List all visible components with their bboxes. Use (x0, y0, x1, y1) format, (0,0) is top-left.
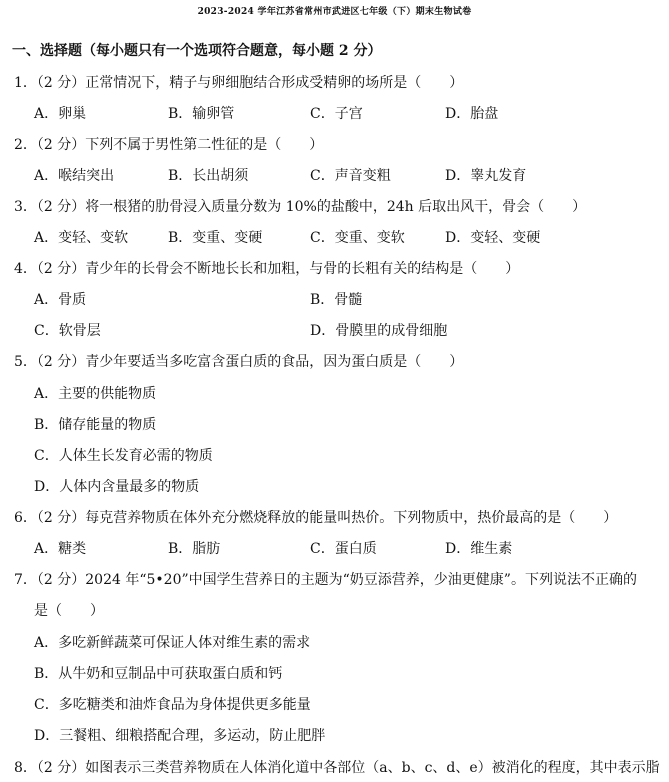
question-6-stem: 6．（2 分）每克营养物质在体外充分燃烧释放的能量叫热价。下列物质中，热价最高的是（ ） (14, 510, 618, 526)
question-7-stem: 7．（2 分）2024 年“5•20”中国学生营养日的主题为“奶豆添营养，少油更健康”。下列说法不正确的 (14, 572, 637, 588)
question-2-stem: 2．（2 分）下列不属于男性第二性征的是（ ） (14, 137, 324, 153)
question-7-stem-continued: 是（ ） (34, 603, 104, 619)
question-3-option-b: B．变重、变硬 (168, 230, 263, 246)
question-5-stem: 5．（2 分）青少年要适当多吃富含蛋白质的食品，因为蛋白质是（ ） (14, 354, 464, 370)
question-5-option-c: C．人体生长发育必需的物质 (34, 448, 213, 464)
question-1-option-a: A．卵巢 (34, 106, 87, 122)
question-5-option-b: B．储存能量的物质 (34, 417, 157, 433)
question-8-stem: 8．（2 分）如图表示三类营养物质在人体消化道中各部位（a、b、c、d、e）被消化的程度，其中表示脂 (14, 760, 660, 776)
question-1-option-d: D．胎盘 (445, 106, 499, 122)
question-2-option-d: D．睾丸发育 (445, 168, 527, 184)
question-1-option-b: B．输卵管 (168, 106, 235, 122)
question-7-option-c: C．多吃糖类和油炸食品为身体提供更多能量 (34, 697, 311, 713)
question-3-option-d: D．变轻、变硬 (445, 230, 541, 246)
section-heading: 一、选择题（每小题只有一个选项符合题意，每小题 2 分） (12, 43, 382, 59)
question-6-option-c: C．蛋白质 (310, 541, 377, 557)
question-2-option-a: A．喉结突出 (34, 168, 115, 184)
question-3-option-a: A．变轻、变软 (34, 230, 129, 246)
question-7-option-b: B．从牛奶和豆制品中可获取蛋白质和钙 (34, 666, 283, 682)
question-4-option-b: B．骨髓 (310, 292, 363, 308)
question-4-option-d: D．骨膜里的成骨细胞 (310, 323, 448, 339)
question-4-option-a: A．骨质 (34, 292, 87, 308)
question-6-option-b: B．脂肪 (168, 541, 221, 557)
question-1-option-c: C．子宫 (310, 106, 363, 122)
question-7-option-d: D．三餐粗、细粮搭配合理，多运动，防止肥胖 (34, 728, 326, 744)
question-6-option-a: A．糖类 (34, 541, 87, 557)
question-2-option-c: C．声音变粗 (310, 168, 391, 184)
question-7-option-a: A．多吃新鲜蔬菜可保证人体对维生素的需求 (34, 635, 311, 651)
question-5-option-a: A．主要的供能物质 (34, 386, 157, 402)
question-5-option-d: D．人体内含量最多的物质 (34, 479, 200, 495)
page-title: 2023-2024 学年江苏省常州市武进区七年级（下）期末生物试卷 (197, 7, 472, 17)
question-3-stem: 3．（2 分）将一根猪的肋骨浸入质量分数为 10%的盐酸中，24h 后取出风干，骨会（ ） (14, 199, 587, 215)
question-4-stem: 4．（2 分）青少年的长骨会不断地长长和加粗，与骨的长粗有关的结构是（ ） (14, 261, 520, 277)
question-6-option-d: D．维生素 (445, 541, 513, 557)
question-3-option-c: C．变重、变软 (310, 230, 405, 246)
question-4-option-c: C．软骨层 (34, 323, 101, 339)
question-1-stem: 1．（2 分）正常情况下，精子与卵细胞结合形成受精卵的场所是（ ） (14, 75, 464, 91)
question-2-option-b: B．长出胡须 (168, 168, 249, 184)
